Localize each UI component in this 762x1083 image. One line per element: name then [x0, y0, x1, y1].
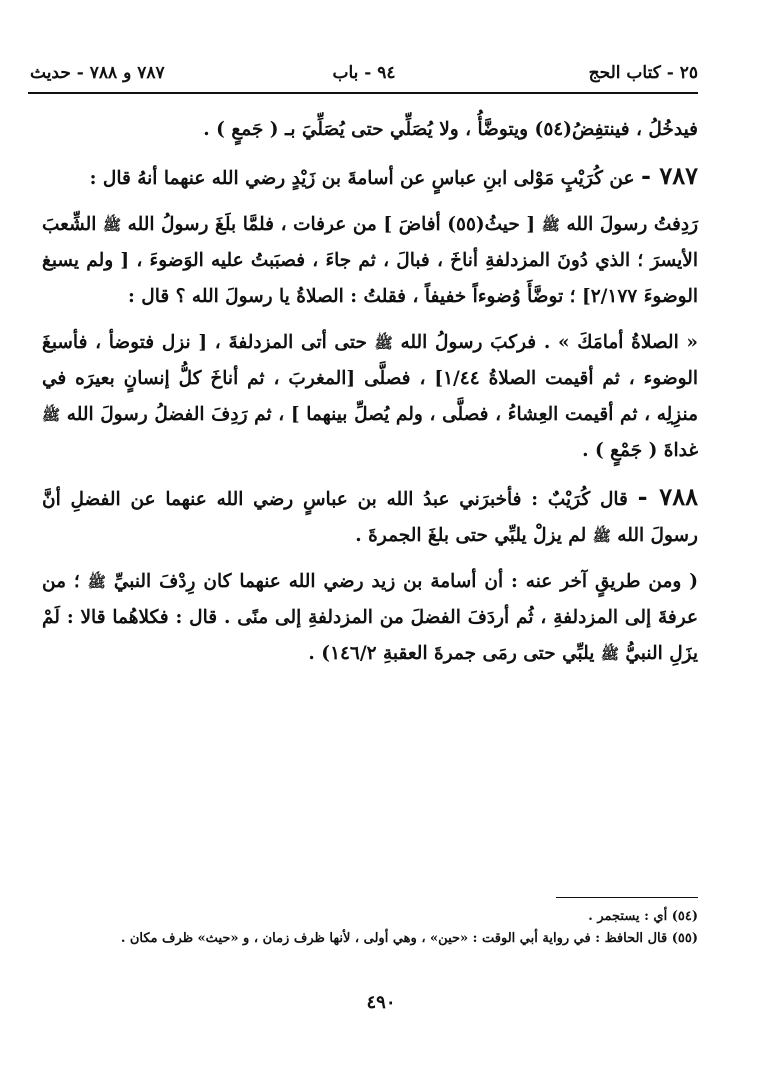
paragraph-continuation	[42, 112, 698, 148]
paragraph-text: ؛ من عرفةَ إلى المزدلفةِ ، ثُم أردَفَ الفضلَ من المزدلفةِ إلى منًى . قال : فكلاهُما قالا : لَمْ يزَلِ النبيُّ	[42, 571, 698, 664]
hadith-number: ٧٨٨ -	[637, 482, 698, 511]
salutation-symbol: ﷺ	[600, 645, 619, 663]
paragraph-narration	[42, 207, 698, 315]
hadith-788	[42, 479, 698, 554]
footnotes	[40, 906, 698, 950]
header-book-title: ٢٥ - كتاب الحج	[588, 63, 698, 83]
paragraph-alternate-route	[42, 564, 698, 672]
paragraph-text: فيدخُلُ ، فينتفِضُ(٥٤) ويتوضَّأُ ، ولا يُصَلِّي حتى يُصَلِّيَ بـ ( جَمعٍ ) .	[203, 119, 698, 140]
page-number: ٤٩٠	[366, 992, 396, 1013]
header-chapter: ٩٤ - باب	[332, 63, 396, 83]
hadith-text: قال كُرَيْبٌ : فأخبرَني عبدُ الله بن عباسٍ رضي الله عنهما عن الفضلِ أنَّ رسولَ الله	[42, 489, 698, 546]
salutation-symbol: ﷺ	[541, 216, 560, 234]
hadith-number: ٧٨٧ -	[641, 161, 698, 190]
footnote-55: (٥٥) قال الحافظ : في رواية أبي الوقت : «حين» ، وهي أولى ، لأنها ظرف زمان ، و «حيث» ظرف مكان .	[120, 931, 698, 946]
paragraph-text: ( ومن طريقٍ آخر عنه : أن أسامة بن زيد رضي الله عنهما كان رِدْفَ النبيِّ	[113, 571, 698, 592]
paragraph-narration	[42, 325, 698, 469]
hadith-text: لم يزلْ يلبِّي حتى بلغَ الجمرةَ .	[355, 525, 587, 546]
paragraph-text: « الصلاةُ أمامَكَ » . فركبَ رسولُ الله	[400, 332, 698, 353]
salutation-symbol: ﷺ	[374, 334, 393, 352]
paragraph-text: يلبِّي حتى رمَى جمرةَ العقبةِ ١٤٦/٢) .	[308, 643, 595, 664]
salutation-symbol: ﷺ	[42, 406, 61, 424]
main-text	[42, 112, 698, 682]
header-divider	[28, 92, 698, 94]
running-header	[30, 58, 698, 88]
hadith-text: عن كُرَيْبٍ مَوْلى ابنِ عباسٍ عن أسامةَ بن زَيْدٍ رضي الله عنهما أنهُ قال :	[89, 168, 635, 189]
paragraph-text: حتى أتى المزدلفةَ ، [ نزل فتوضأ ، فأسبغَ الوضوء ، ثم أقيمت الصلاةُ ١/٤٤] ، فصلَّى [المغربَ ، ثم أناخَ كلُّ إنسانٍ بعيرَه في منزِلِه ، ثم أقيمت العِشاءُ ، فصلَّى ، ولم يُصلِّ بينهما ] ، ثم رَدِفَ الفضلُ رسولَ الله	[42, 332, 698, 425]
footnote-54: (٥٤) أي : يستجمر .	[588, 909, 698, 924]
salutation-symbol: ﷺ	[87, 573, 106, 591]
salutation-symbol: ﷺ	[592, 527, 611, 545]
paragraph-text: الشِّعبَ الأيسرَ ؛ الذي دُونَ المزدلفةِ أناخَ ، فبالَ ، ثم جاءَ ، فصبَبتُ عليه الوَضوءَ ، [ ولم يسبغ الوضوءَ ٢/١٧٧] ؛ توضَّأَ وُضوءاً خفيفاً ، فقلتُ : الصلاةُ يا رسولَ الله ؟ قال :	[42, 214, 698, 307]
salutation-symbol: ﷺ	[102, 216, 122, 234]
footnote-divider	[556, 897, 698, 898]
hadith-787	[42, 158, 698, 197]
header-hadith-range: ٧٨٧ و ٧٨٨ - حديث	[30, 63, 165, 83]
paragraph-text: غداةَ ( جَمْعٍ ) .	[582, 440, 698, 461]
paragraph-text: [ حيثُ(٥٥) أفاضَ ] من عرفات ، فلمَّا بلَغَ رسولُ الله	[127, 214, 536, 235]
paragraph-text: رَدِفتُ رسولَ الله	[566, 214, 698, 235]
